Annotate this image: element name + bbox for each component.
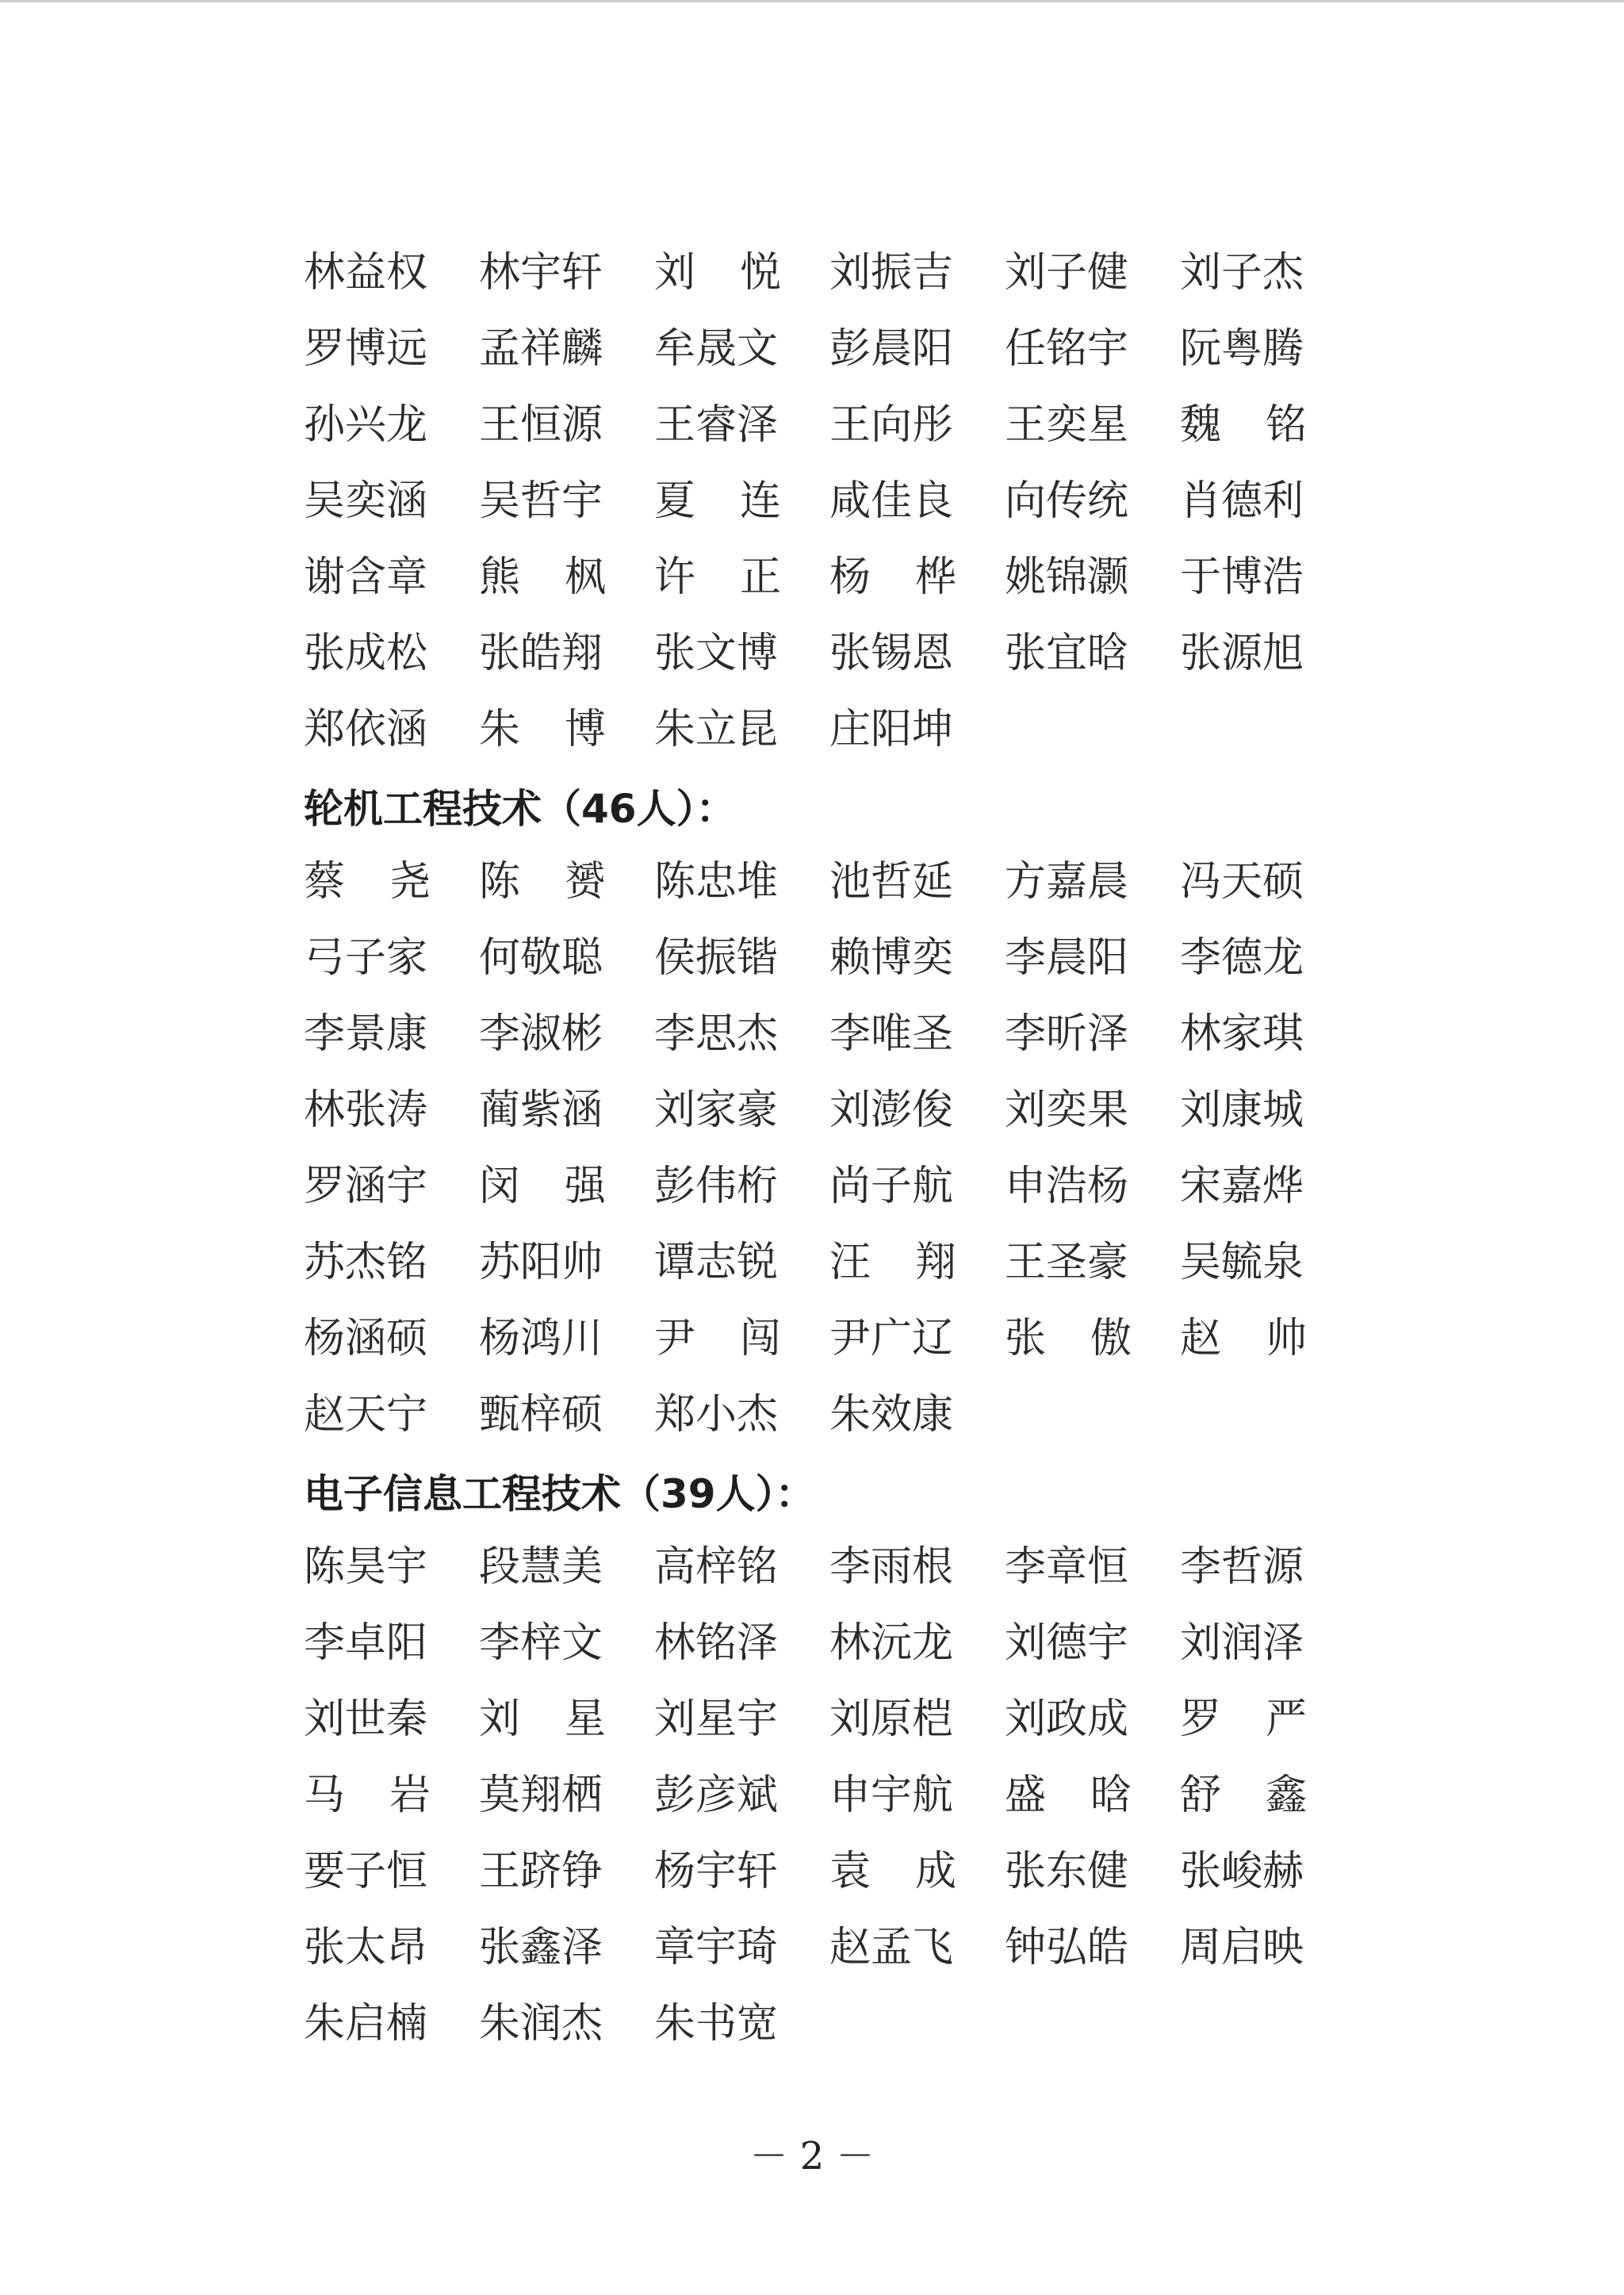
student-name: 王向彤 <box>829 401 954 449</box>
student-name: 林宇轩 <box>479 249 603 297</box>
name-list-section-1 <box>304 235 1335 768</box>
student-name: 赵 帅 <box>1180 1315 1307 1362</box>
student-name: 任铭宇 <box>1005 325 1129 373</box>
student-name: 刘子健 <box>1005 249 1129 297</box>
student-name: 朱书宽 <box>654 2000 779 2048</box>
student-name: 向传统 <box>1005 477 1129 525</box>
page-number: － 2 － <box>749 2134 875 2178</box>
student-name: 朱 博 <box>479 706 606 753</box>
student-name: 陈 赟 <box>479 858 606 906</box>
student-name: 要子恒 <box>304 1848 428 1895</box>
student-name: 张宜晗 <box>1005 630 1129 677</box>
student-name: 王奕星 <box>1005 401 1129 449</box>
student-name: 姚锦灏 <box>1005 554 1129 601</box>
student-name: 刘澎俊 <box>829 1086 954 1134</box>
student-name: 吴哲宇 <box>479 477 603 525</box>
name-list-marine-engineering <box>304 844 1335 1453</box>
student-name: 刘星宇 <box>654 1695 779 1743</box>
student-name: 张源旭 <box>1180 630 1304 677</box>
student-name: 张太昂 <box>304 1924 428 1971</box>
student-name: 赵天宁 <box>304 1391 428 1439</box>
student-name: 郑小杰 <box>654 1391 779 1439</box>
student-name: 杨宇轩 <box>654 1848 779 1895</box>
student-name: 马 岩 <box>304 1772 431 1819</box>
student-name: 张成松 <box>304 630 428 677</box>
student-name: 咸佳良 <box>829 477 954 525</box>
student-name: 周启映 <box>1180 1924 1304 1971</box>
student-name: 彭晨阳 <box>829 325 954 373</box>
student-name: 高梓铭 <box>654 1543 779 1591</box>
student-name: 李章恒 <box>1005 1543 1129 1591</box>
student-name: 孙兴龙 <box>304 401 428 449</box>
student-name: 谢含章 <box>304 554 428 601</box>
student-name: 杨鸿川 <box>479 1315 603 1362</box>
student-name: 闵 强 <box>479 1163 606 1210</box>
student-name: 刘奕果 <box>1005 1086 1129 1134</box>
student-name: 王圣豪 <box>1005 1239 1129 1286</box>
student-name: 段慧美 <box>479 1543 603 1591</box>
student-name: 杨 桦 <box>829 554 956 601</box>
student-name: 朱启楠 <box>304 2000 428 2048</box>
student-name: 甄梓硕 <box>479 1391 603 1439</box>
student-name: 冯天硕 <box>1180 858 1304 906</box>
student-name: 吴奕涵 <box>304 477 428 525</box>
student-name: 赵孟飞 <box>829 1924 954 1971</box>
student-name: 李思杰 <box>654 1010 779 1058</box>
student-name: 李景康 <box>304 1010 428 1058</box>
student-name: 许 正 <box>654 554 781 601</box>
student-name: 吴毓泉 <box>1180 1239 1304 1286</box>
student-name: 熊 枫 <box>479 554 606 601</box>
student-name: 夏 连 <box>654 477 781 525</box>
student-name: 牟晟文 <box>654 325 779 373</box>
student-name: 王睿泽 <box>654 401 779 449</box>
student-name: 林沅龙 <box>829 1619 954 1667</box>
student-name: 李晨阳 <box>1005 934 1129 982</box>
student-name: 罗涵宇 <box>304 1163 428 1210</box>
student-name: 刘德宇 <box>1005 1619 1129 1667</box>
student-name: 罗博远 <box>304 325 428 373</box>
student-name: 赖博奕 <box>829 934 954 982</box>
student-name: 张东健 <box>1005 1848 1129 1895</box>
student-name: 刘世秦 <box>304 1695 428 1743</box>
student-name: 谭志锐 <box>654 1239 779 1286</box>
student-name: 朱立昆 <box>654 706 779 753</box>
student-name: 袁 成 <box>829 1848 956 1895</box>
document-body <box>304 235 1335 2062</box>
student-name: 申浩杨 <box>1005 1163 1129 1210</box>
student-name: 张文博 <box>654 630 779 677</box>
student-name: 汪 翔 <box>829 1239 956 1286</box>
student-name: 阮粤腾 <box>1180 325 1304 373</box>
student-name: 舒 鑫 <box>1180 1772 1307 1819</box>
student-name: 魏 铭 <box>1180 401 1307 449</box>
student-name: 朱效康 <box>829 1391 954 1439</box>
student-name: 钟弘皓 <box>1005 1924 1129 1971</box>
student-name: 蔺紫涵 <box>479 1086 603 1134</box>
student-name: 宋嘉烨 <box>1180 1163 1304 1210</box>
student-name: 张 傲 <box>1005 1315 1132 1362</box>
student-name: 苏杰铭 <box>304 1239 428 1286</box>
student-name: 彭彦斌 <box>654 1772 779 1819</box>
student-name: 章宇琦 <box>654 1924 779 1971</box>
student-name: 林家琪 <box>1180 1010 1304 1058</box>
student-name: 何敬聪 <box>479 934 603 982</box>
student-name: 盛 晗 <box>1005 1772 1132 1819</box>
student-name: 彭伟桁 <box>654 1163 779 1210</box>
student-name: 李昕泽 <box>1005 1010 1129 1058</box>
student-name: 苏阳帅 <box>479 1239 603 1286</box>
student-name: 刘政成 <box>1005 1695 1129 1743</box>
student-name: 肖德利 <box>1180 477 1304 525</box>
student-name: 陈忠堆 <box>654 858 779 906</box>
student-name: 李唯圣 <box>829 1010 954 1058</box>
student-name: 李梓文 <box>479 1619 603 1667</box>
student-name: 刘家豪 <box>654 1086 779 1134</box>
student-name: 张鑫泽 <box>479 1924 603 1971</box>
student-name: 杨涵硕 <box>304 1315 428 1362</box>
page-top-edge <box>0 0 1624 2</box>
student-name: 尚子航 <box>829 1163 954 1210</box>
student-name: 王跻铮 <box>479 1848 603 1895</box>
student-name: 林益权 <box>304 249 428 297</box>
student-name: 孟祥麟 <box>479 325 603 373</box>
student-name: 罗 严 <box>1180 1695 1307 1743</box>
student-name: 郑依涵 <box>304 706 428 753</box>
student-name: 刘振吉 <box>829 249 954 297</box>
student-name: 于博浩 <box>1180 554 1304 601</box>
student-name: 朱润杰 <box>479 2000 603 2048</box>
student-name: 莫翔栖 <box>479 1772 603 1819</box>
student-name: 刘原桤 <box>829 1695 954 1743</box>
student-name: 刘子杰 <box>1180 249 1304 297</box>
section-heading-marine-engineering: 轮机工程技术（46人）： <box>304 786 736 832</box>
section-heading-electronic-information: 电子信息工程技术（39人）： <box>304 1471 815 1517</box>
student-name: 方嘉晨 <box>1005 858 1129 906</box>
student-name: 林铭泽 <box>654 1619 779 1667</box>
name-list-electronic-information <box>304 1529 1335 2062</box>
student-name: 弓子家 <box>304 934 428 982</box>
student-name: 张皓翔 <box>479 630 603 677</box>
student-name: 尹广辽 <box>829 1315 954 1362</box>
student-name: 王恒源 <box>479 401 603 449</box>
student-name: 李哲源 <box>1180 1543 1304 1591</box>
student-name: 刘 悦 <box>654 249 781 297</box>
student-name: 林张涛 <box>304 1086 428 1134</box>
student-name: 庄阳坤 <box>829 706 954 753</box>
student-name: 蔡 尧 <box>304 858 431 906</box>
student-name: 李淑彬 <box>479 1010 603 1058</box>
student-name: 李雨根 <box>829 1543 954 1591</box>
student-name: 张锡恩 <box>829 630 954 677</box>
student-name: 侯振锴 <box>654 934 779 982</box>
student-name: 刘 星 <box>479 1695 606 1743</box>
student-name: 张峻赫 <box>1180 1848 1304 1895</box>
student-name: 尹 闯 <box>654 1315 781 1362</box>
student-name: 申宇航 <box>829 1772 954 1819</box>
student-name: 李德龙 <box>1180 934 1304 982</box>
student-name: 池哲延 <box>829 858 954 906</box>
student-name: 刘康城 <box>1180 1086 1304 1134</box>
student-name: 刘润泽 <box>1180 1619 1304 1667</box>
student-name: 陈昊宇 <box>304 1543 428 1591</box>
student-name: 李卓阳 <box>304 1619 428 1667</box>
